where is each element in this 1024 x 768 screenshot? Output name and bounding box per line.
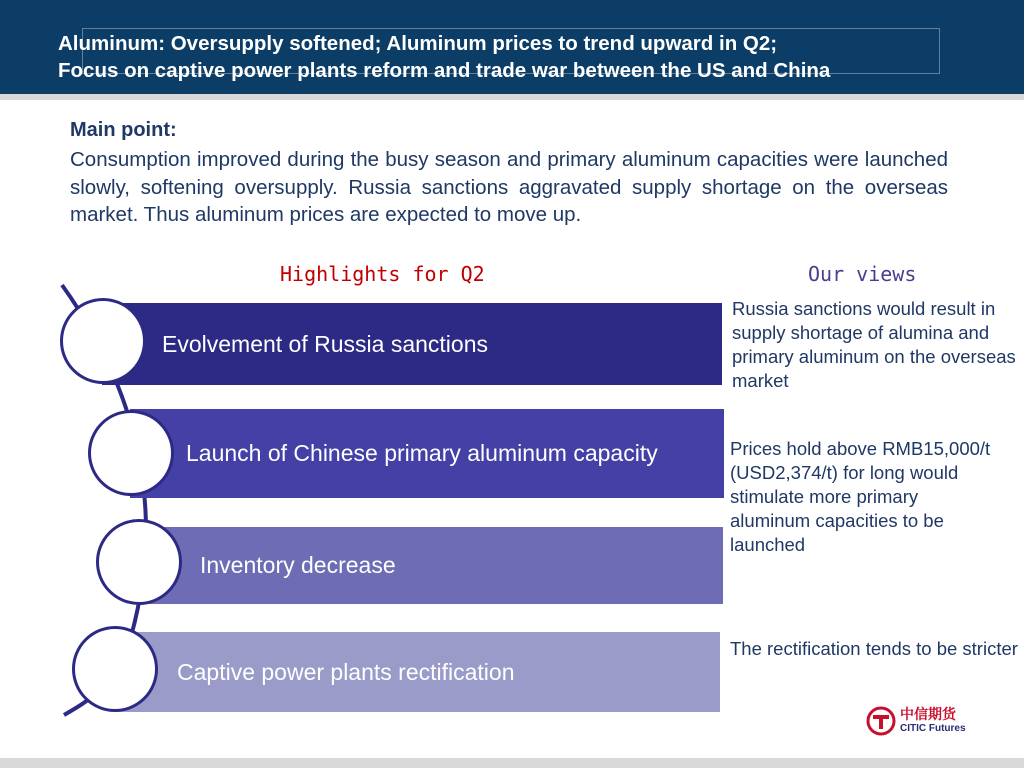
view-text-4: The rectification tends to be stricter (730, 638, 1018, 659)
bullet-circle-1 (60, 298, 146, 384)
views-heading: Our views (808, 262, 917, 286)
view-text-1: Russia sanctions would result in supply shortage of alumina and primary aluminum on the overseas market (732, 298, 1016, 391)
logo-text (900, 707, 966, 735)
highlight-label-1: Evolvement of Russia sanctions (162, 330, 488, 357)
logo-english-name: CITIC Futures (900, 723, 966, 734)
bullet-circle-2 (88, 410, 174, 496)
title-line-1: Aluminum: Oversupply softened; Aluminum prices to trend upward in Q2; (58, 32, 778, 55)
bottom-rule (0, 758, 1024, 768)
highlight-label-4: Captive power plants rectification (177, 658, 515, 685)
citic-futures-logo (866, 704, 976, 738)
bullet-circle-4 (72, 626, 158, 712)
main-point-text: Consumption improved during the busy season and primary aluminum capacities were launched slowly, softening oversupply. Russia sanctions aggravated supply shortage on the overseas market. Thus aluminum prices are expected to move up. (70, 148, 948, 226)
highlight-label-3: Inventory decrease (200, 552, 396, 578)
bullet-circle-3 (96, 519, 182, 605)
highlights-heading: Highlights for Q2 (280, 262, 485, 286)
citic-logo-icon (866, 706, 896, 736)
logo-chinese-name: 中信期货 (900, 707, 956, 723)
view-text-2: Prices hold above RMB15,000/t (USD2,374/t) for long would stimulate more primary aluminum capacities to be launched (730, 438, 991, 555)
main-point-label: Main point: (70, 119, 177, 141)
highlight-bar-3 (140, 527, 723, 604)
highlight-label-2: Launch of Chinese primary aluminum capacity (186, 440, 658, 466)
title-line-2: Focus on captive power plants reform and trade war between the US and China (58, 59, 831, 82)
highlight-bar-1 (102, 303, 722, 385)
highlight-bar-4 (115, 632, 720, 712)
highlight-bar-2 (130, 409, 724, 498)
